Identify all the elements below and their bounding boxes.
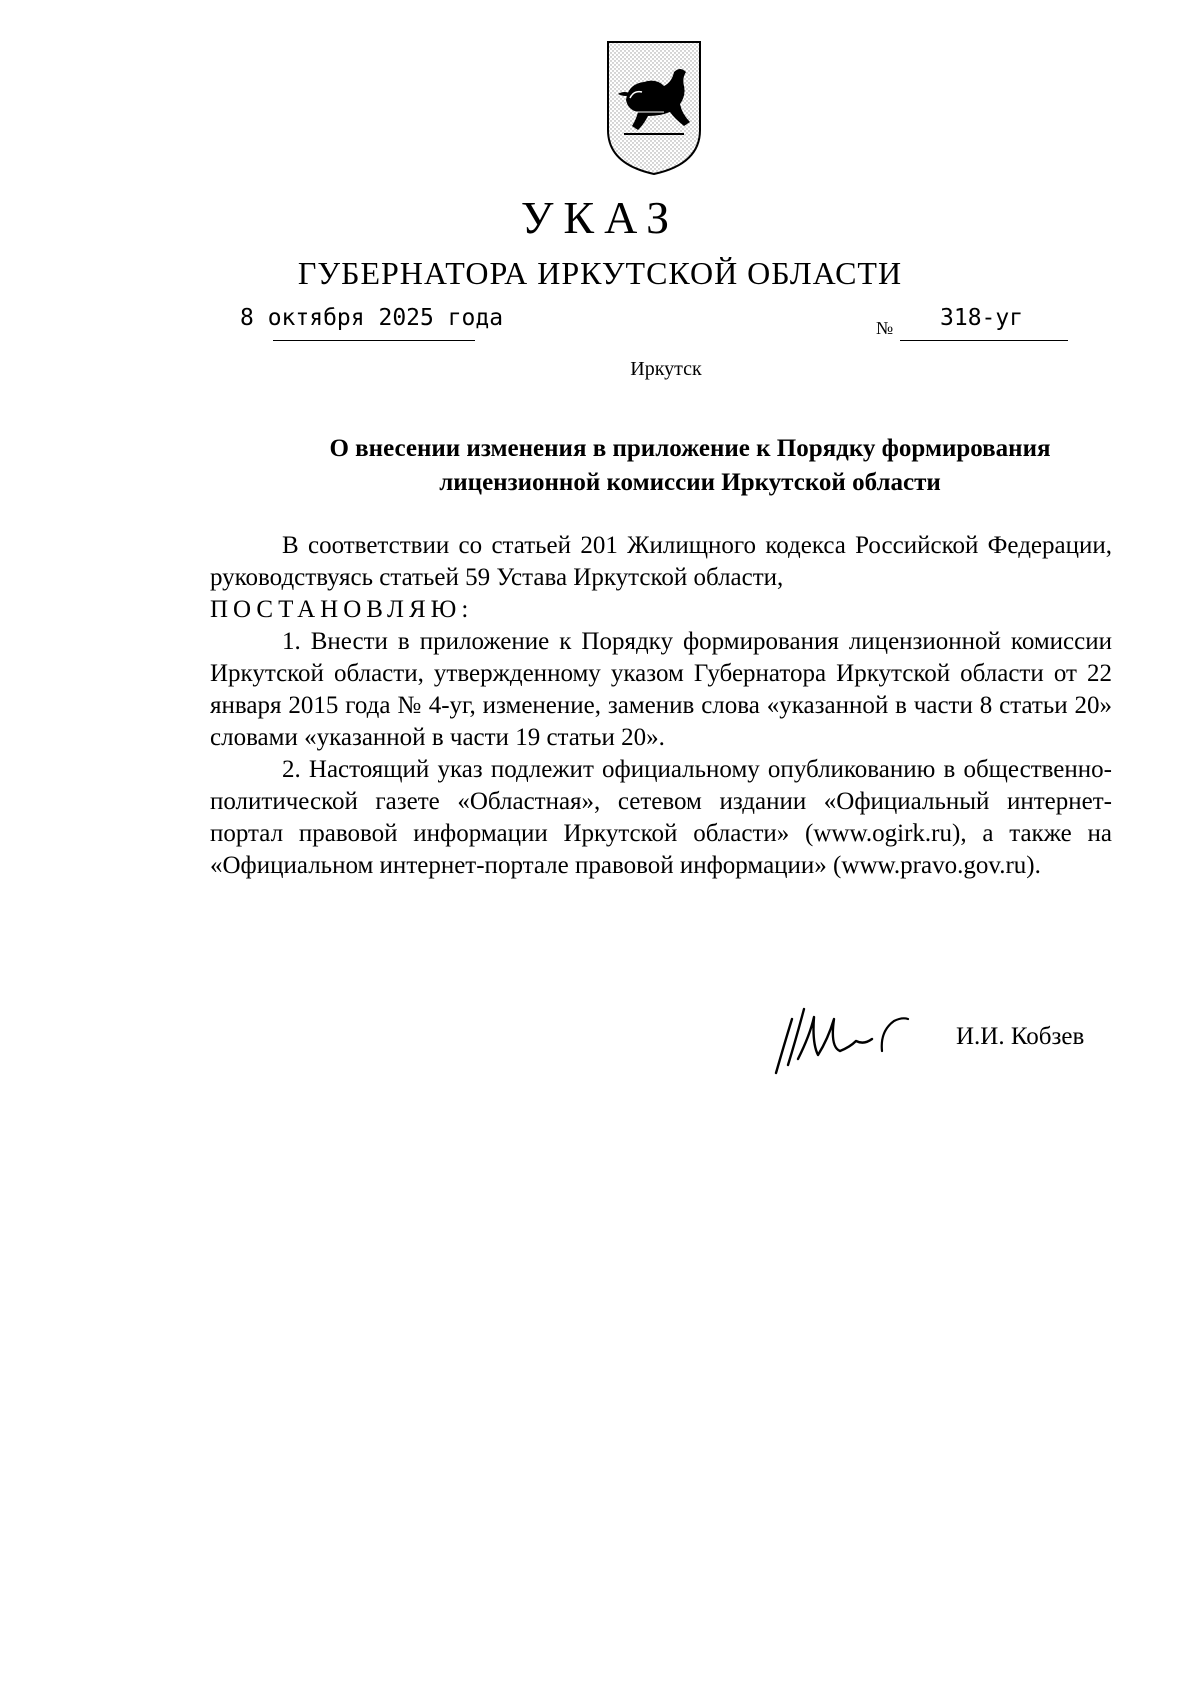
document-title: УКАЗ [520, 192, 680, 243]
document-date: 8 октября 2025 года [240, 305, 504, 331]
number-sign: № [876, 318, 894, 338]
number-underline [900, 340, 1068, 341]
item-2-paragraph: 2. Настоящий указ подлежит официальному опубликованию в общественно-политической газете «Областная», сетевом издании «Официальный интернет-портал правовой информации Иркутской области» (www.ogirk.ru), а также на «Официальном интернет-портале правовой информации» (www.pravo.gov.ru). [210, 756, 1112, 879]
decree-word: ПОСТАНОВЛЯЮ: [210, 596, 474, 623]
document-city: Иркутск [630, 358, 702, 380]
irkutsk-coat-of-arms-icon [604, 38, 704, 178]
signer-name: И.И. Кобзев [956, 1023, 1085, 1050]
document-subtitle: ГУБЕРНАТОРА ИРКУТСКОЙ ОБЛАСТИ [297, 255, 903, 291]
document-heading [270, 432, 1110, 500]
heading-line-1: О внесении изменения в приложение к Порядку формирования [329, 435, 1051, 462]
document-body [210, 530, 1112, 882]
date-underline [273, 340, 475, 341]
item-1-paragraph: 1. Внести в приложение к Порядку формирования лицензионной комиссии Иркутской области, утвержденному указом Губернатора Иркутской области от 22 января 2015 года № 4-уг, изменение, заменив слова «указанной в части 8 статьи 20» словами «указанной в части 19 статьи 20». [210, 628, 1112, 751]
heading-line-2: лицензионной комиссии Иркутской области [439, 469, 941, 496]
handwritten-signature-icon [770, 995, 940, 1075]
document-number: 318-уг [940, 305, 1024, 331]
preamble-paragraph: В соответствии со статьей 201 Жилищного кодекса Российской Федерации, руководствуясь статьей 59 Устава Иркутской области, [210, 532, 1112, 591]
